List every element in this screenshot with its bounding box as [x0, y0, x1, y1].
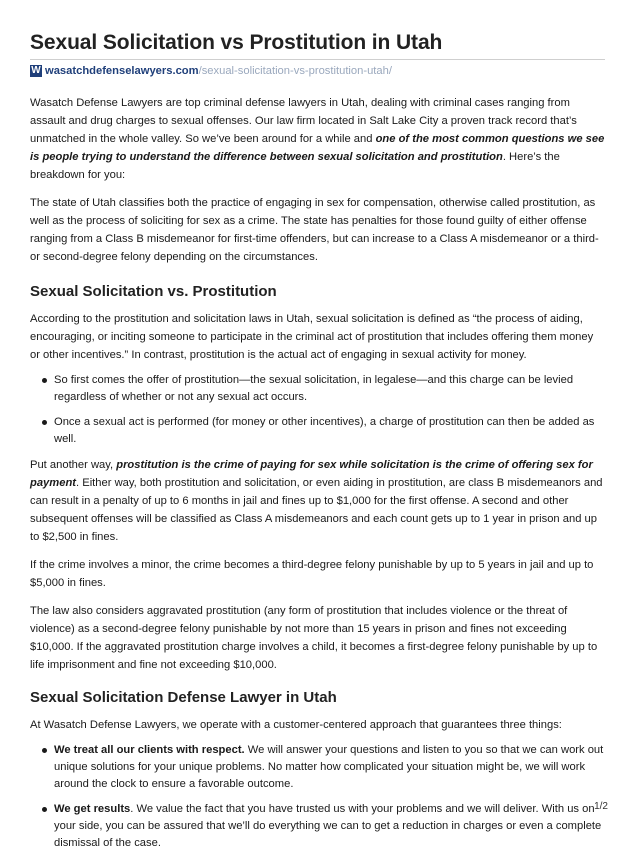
aggravated-paragraph: The law also considers aggravated prostitution (any form of prostitution that includes violence or the threat of violence) as a second-degree felony punishable by not more than 15 years in prison and fines not exceeding $10,000. If the aggravated prostitution charge involves a child, it becomes a first-degree felony punishable by up to life imprisonment and fine not exceeding $10,000. [30, 605, 598, 671]
list-item: We get results. We value the fact that you have trusted us with your problems and we will deliver. With us on your side, you can be assured that we’ll do everything we can to get a reduction in charges or even a complete dismissal of the case. [54, 801, 605, 852]
source-domain-link[interactable]: wasatchdefenselawyers.com [45, 65, 199, 77]
source-line [30, 64, 605, 78]
list-item: We treat all our clients with respect. We will answer your questions and listen to you so that we can work out unique solutions for your unique problems. No matter how complicated your situation might be, we will work around the clock to ensure a favorable outcome. [54, 742, 605, 793]
source-path-link[interactable]: /sexual-solicitation-vs-prostitution-utah/ [198, 65, 392, 77]
another-way-paragraph: Put another way, prostitution is the crime of paying for sex while solicitation is the crime of offering sex for payment. Either way, both prostitution and solicitation, or even aiding in prostitution, are class B misdemeanors and can result in a penalty of up to 6 months in jail and fines up to $1,000 for the first offense. A second and other subsequent offenses will be classified as Class A misdemeanors and each count gets up to 1 year in prison and up to $2,500 in fines. [30, 459, 603, 543]
page-title: Sexual Solicitation vs Prostitution in Utah [30, 31, 443, 54]
document-page [30, 30, 605, 860]
title-divider [30, 59, 605, 60]
offense-list [30, 372, 605, 448]
approach-paragraph: At Wasatch Defense Lawyers, we operate with a customer-centered approach that guarantees three things: [30, 719, 562, 731]
list-item: So first comes the offer of prostitution—the sexual solicitation, in legalese—and this charge can be levied regardless of whether or not any sexual act occurs. [54, 372, 605, 406]
site-logo-icon: W [31, 65, 41, 76]
definition-emphasis: prostitution is the crime of paying for sex while solicitation is the crime of offering sex for payment [30, 459, 593, 489]
laws-paragraph: According to the prostitution and solicitation laws in Utah, sexual solicitation is defined as “the process of aiding, encouraging, or inciting someone to participate in the criminal act of prostitution that includes offering them money or other incentives.” In contrast, prostitution is the actual act of engaging in sexual activity for money. [30, 313, 594, 361]
minor-paragraph: If the crime involves a minor, the crime becomes a third-degree felony punishable by up to 5 years in jail and up to $5,000 in fines. [30, 559, 594, 589]
list-item: Once a sexual act is performed (for money or other incentives), a charge of prostitution can then be added as well. [54, 414, 605, 448]
section-heading-defense-lawyer: Sexual Solicitation Defense Lawyer in Utah [30, 689, 337, 706]
section-heading-solicitation-vs-prostitution: Sexual Solicitation vs. Prostitution [30, 283, 277, 300]
state-paragraph: The state of Utah classifies both the practice of engaging in sex for compensation, otherwise called prostitution, as well as the process of soliciting for sex as a crime. The state has penalties for those found guilty of either offense ranging from a Class B misdemeanor for first-time offenders, but can increase to a Class A misdemeanor or a third- or second-degree felony depending on the circumstances. [30, 197, 599, 263]
page-number: 1/2 [594, 801, 608, 812]
guarantees-list [30, 742, 605, 852]
intro-paragraph: Wasatch Defense Lawyers are top criminal defense lawyers in Utah, dealing with criminal cases ranging from assault and drug charges to sexual offenses. Our law firm located in Salt Lake City a proven track record that’s unmatched in the whole valley. So we’ve been around for a while and one of the most common questions we see is people trying to understand the difference between sexual solicitation and prostitution. Here’s the breakdown for you: [30, 97, 605, 181]
intro-emphasis: one of the most common questions we see is people trying to understand the difference between sexual solicitation and prostitution [30, 133, 605, 163]
